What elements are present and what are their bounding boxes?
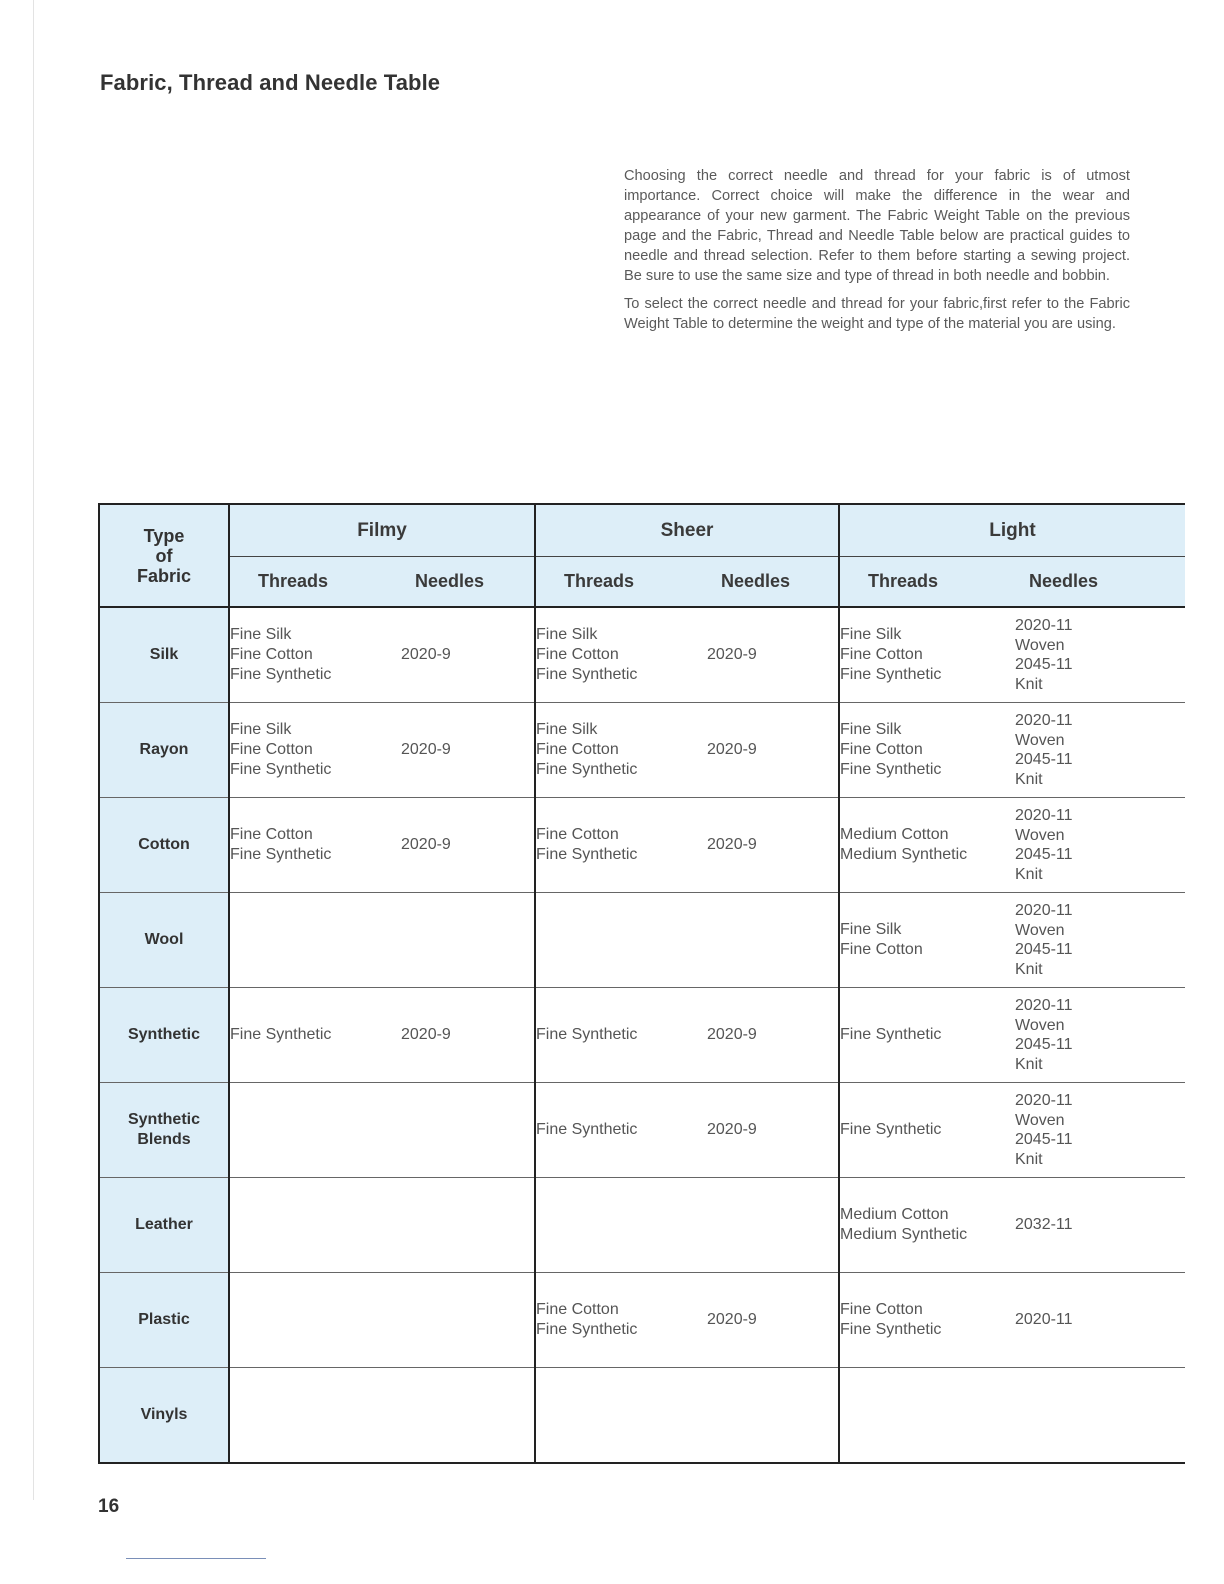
threads-header: Threads — [839, 557, 1015, 608]
fabric-type-label — [99, 988, 229, 1083]
threads-cell — [839, 893, 1015, 988]
needles-cell — [1015, 703, 1185, 798]
needle-item: 2020-9 — [401, 836, 451, 854]
fabric-type-label-line: Blends — [137, 1131, 191, 1148]
needle-item: 2020-9 — [707, 1026, 757, 1044]
thread-item: Medium Synthetic — [840, 846, 968, 863]
needle-item: 2020-11 — [1015, 1092, 1073, 1109]
needle-item: 2020-11 — [1015, 1311, 1073, 1329]
threads-cell — [839, 1368, 1015, 1464]
table-row — [99, 607, 1185, 703]
fabric-type-label — [99, 1368, 229, 1464]
thread-item: Fine Synthetic — [536, 1026, 638, 1043]
threads-cell — [535, 1273, 707, 1368]
needles-cell — [707, 988, 839, 1083]
thread-item: Fine Synthetic — [230, 666, 332, 683]
threads-cell — [229, 703, 401, 798]
needles-cell — [401, 607, 535, 703]
threads-cell — [535, 607, 707, 703]
needles-cell — [1015, 1083, 1185, 1178]
needle-item: Knit — [1015, 960, 1043, 978]
needles-cell — [707, 1178, 839, 1273]
thread-item: Fine Synthetic — [536, 761, 638, 778]
fabric-type-label — [99, 1273, 229, 1368]
thread-item: Fine Silk — [230, 626, 292, 643]
thread-item: Fine Cotton — [230, 826, 313, 843]
thread-item: Fine Synthetic — [536, 1121, 638, 1138]
needles-cell — [1015, 798, 1185, 893]
footer-rule — [126, 1558, 266, 1559]
threads-cell — [229, 1368, 401, 1464]
fabric-type-label — [99, 703, 229, 798]
needle-item: 2032-11 — [1015, 1216, 1073, 1234]
threads-cell — [839, 703, 1015, 798]
needle-item: 2020-11 — [1015, 807, 1073, 824]
type-header-line: Type — [143, 525, 185, 546]
needles-cell — [707, 703, 839, 798]
needle-item: 2020-9 — [401, 1026, 451, 1044]
fabric-type-label-line: Wool — [144, 931, 184, 948]
type-of-fabric-header — [99, 504, 229, 607]
thread-item: Fine Cotton — [230, 646, 313, 663]
needle-item: 2020-9 — [401, 741, 451, 759]
thread-item: Fine Cotton — [840, 646, 923, 663]
threads-cell — [229, 1178, 401, 1273]
threads-cell — [839, 798, 1015, 893]
table-row — [99, 988, 1185, 1083]
needle-item: Knit — [1015, 770, 1043, 788]
fabric-type-label — [99, 893, 229, 988]
fabric-type-label-line: Synthetic — [127, 1026, 200, 1043]
fabric-type-label-line: Vinyls — [140, 1406, 188, 1423]
intro-paragraph: Choosing the correct needle and thread for your fabric is of utmost importance. Correct choice will make the difference in the wear and appearance of your new garment. The Fabric Weight Table on the previous page and the Fabric, Thread and Needle Table below are practical guides to needle and thread selection. Refer to them before starting a sewing project. Be sure to use the same size and type of thread in both needle and bobbin. — [624, 168, 1130, 284]
needle-item: 2045-11 — [1015, 846, 1073, 863]
needle-item: Woven — [1015, 826, 1065, 844]
fabric-type-label-line: Rayon — [139, 741, 189, 758]
needles-cell — [1015, 1368, 1185, 1464]
thread-item: Fine Synthetic — [840, 1121, 942, 1138]
threads-cell — [535, 988, 707, 1083]
thread-item: Fine Cotton — [536, 646, 619, 663]
needle-item: 2020-9 — [707, 836, 757, 854]
type-header-line: Fabric — [136, 565, 192, 586]
needle-item: 2020-11 — [1015, 617, 1073, 634]
thread-item: Fine Silk — [840, 721, 902, 738]
needles-cell — [1015, 1178, 1185, 1273]
thread-item: Fine Silk — [840, 921, 902, 938]
needle-item: 2045-11 — [1015, 941, 1073, 958]
needle-item: 2020-9 — [401, 646, 451, 664]
thread-item: Medium Cotton — [840, 826, 949, 843]
needle-item: Woven — [1015, 921, 1065, 939]
table-body — [99, 607, 1185, 1463]
thread-item: Fine Cotton — [536, 1301, 619, 1318]
threads-cell — [535, 1368, 707, 1464]
fabric-type-label-line: Leather — [135, 1216, 193, 1233]
needle-item: 2045-11 — [1015, 1036, 1073, 1053]
fabric-type-label-line: Cotton — [138, 836, 190, 853]
threads-cell — [535, 1178, 707, 1273]
fabric-type-label — [99, 1178, 229, 1273]
fabric-thread-needle-table — [98, 503, 1184, 1464]
table — [98, 503, 1185, 1464]
table-row — [99, 703, 1185, 798]
needle-item: 2020-9 — [707, 646, 757, 664]
thread-item: Fine Synthetic — [536, 846, 638, 863]
thread-item: Fine Synthetic — [536, 1321, 638, 1338]
needles-header: Needles — [401, 557, 535, 608]
needle-item: Knit — [1015, 1150, 1043, 1168]
fabric-type-label — [99, 607, 229, 703]
needles-cell — [1015, 988, 1185, 1083]
needles-cell — [707, 1368, 839, 1464]
threads-cell — [839, 1273, 1015, 1368]
threads-cell — [535, 703, 707, 798]
needles-header: Needles — [707, 557, 839, 608]
table-row — [99, 1178, 1185, 1273]
page-edge-line — [33, 0, 34, 1500]
needle-item: 2020-9 — [707, 1121, 757, 1139]
needles-cell — [401, 703, 535, 798]
type-header-line: of — [155, 545, 173, 566]
needle-item: 2020-11 — [1015, 902, 1073, 919]
needles-cell — [707, 607, 839, 703]
needle-item: 2020-9 — [707, 741, 757, 759]
needles-header: Needles — [1015, 557, 1185, 608]
thread-item: Fine Silk — [536, 721, 598, 738]
threads-header: Threads — [229, 557, 401, 608]
thread-item: Medium Cotton — [840, 1206, 949, 1223]
needle-item: Knit — [1015, 1055, 1043, 1073]
needles-cell — [401, 893, 535, 988]
needle-item: Knit — [1015, 865, 1043, 883]
thread-item: Fine Cotton — [840, 941, 923, 958]
table-header — [99, 504, 1185, 607]
group-header-sheer: Sheer — [535, 504, 839, 557]
needle-item: 2020-11 — [1015, 712, 1073, 729]
threads-cell — [229, 798, 401, 893]
thread-item: Fine Cotton — [840, 741, 923, 758]
threads-cell — [839, 1178, 1015, 1273]
thread-item: Fine Synthetic — [840, 1026, 942, 1043]
threads-cell — [535, 1083, 707, 1178]
threads-cell — [229, 1273, 401, 1368]
page-title: Fabric, Thread and Needle Table — [100, 70, 441, 95]
needles-cell — [401, 988, 535, 1083]
page-number: 16 — [98, 1496, 120, 1517]
needles-cell — [401, 1368, 535, 1464]
thread-item: Fine Silk — [840, 626, 902, 643]
needle-item: 2020-11 — [1015, 997, 1073, 1014]
intro-text — [624, 166, 1130, 342]
table-row — [99, 1083, 1185, 1178]
fabric-type-label — [99, 798, 229, 893]
needle-item: 2045-11 — [1015, 656, 1073, 673]
table-row — [99, 1273, 1185, 1368]
thread-item: Fine Synthetic — [840, 1321, 942, 1338]
needles-cell — [401, 1273, 535, 1368]
fabric-type-label — [99, 1083, 229, 1178]
needles-cell — [401, 1178, 535, 1273]
thread-item: Fine Synthetic — [536, 666, 638, 683]
needle-item: 2045-11 — [1015, 1131, 1073, 1148]
thread-item: Medium Synthetic — [840, 1226, 968, 1243]
needle-item: 2045-11 — [1015, 751, 1073, 768]
thread-item: Fine Cotton — [840, 1301, 923, 1318]
thread-item: Fine Cotton — [230, 741, 313, 758]
table-row — [99, 798, 1185, 893]
thread-item: Fine Synthetic — [230, 761, 332, 778]
needles-cell — [1015, 893, 1185, 988]
thread-item: Fine Cotton — [536, 741, 619, 758]
threads-header: Threads — [535, 557, 707, 608]
threads-cell — [839, 607, 1015, 703]
needle-item: Woven — [1015, 1111, 1065, 1129]
threads-cell — [229, 1083, 401, 1178]
thread-item: Fine Synthetic — [840, 666, 942, 683]
threads-cell — [535, 893, 707, 988]
fabric-type-label-line: Plastic — [138, 1311, 190, 1328]
needles-cell — [707, 1273, 839, 1368]
needle-item: Woven — [1015, 731, 1065, 749]
needles-cell — [707, 798, 839, 893]
thread-item: Fine Synthetic — [840, 761, 942, 778]
thread-item: Fine Cotton — [536, 826, 619, 843]
fabric-type-label-line: Synthetic — [127, 1111, 200, 1128]
table-row — [99, 893, 1185, 988]
group-header-filmy: Filmy — [229, 504, 535, 557]
needles-cell — [707, 1083, 839, 1178]
threads-cell — [535, 798, 707, 893]
needle-item: Woven — [1015, 636, 1065, 654]
thread-item: Fine Synthetic — [230, 846, 332, 863]
threads-cell — [839, 1083, 1015, 1178]
needles-cell — [1015, 607, 1185, 703]
group-header-light: Light — [839, 504, 1185, 557]
needles-cell — [707, 893, 839, 988]
needle-item: 2020-9 — [707, 1311, 757, 1329]
intro-paragraph: To select the correct needle and thread for your fabric,first refer to the Fabric Weight Table to determine the weight and type of the material you are using. — [624, 296, 1130, 332]
thread-item: Fine Silk — [230, 721, 292, 738]
table-row — [99, 1368, 1185, 1464]
needles-cell — [1015, 1273, 1185, 1368]
needle-item: Woven — [1015, 1016, 1065, 1034]
threads-cell — [839, 988, 1015, 1083]
thread-item: Fine Synthetic — [230, 1026, 332, 1043]
threads-cell — [229, 607, 401, 703]
needle-item: Knit — [1015, 675, 1043, 693]
fabric-type-label-line: Silk — [149, 646, 179, 663]
needles-cell — [401, 798, 535, 893]
needles-cell — [401, 1083, 535, 1178]
threads-cell — [229, 893, 401, 988]
thread-item: Fine Silk — [536, 626, 598, 643]
threads-cell — [229, 988, 401, 1083]
